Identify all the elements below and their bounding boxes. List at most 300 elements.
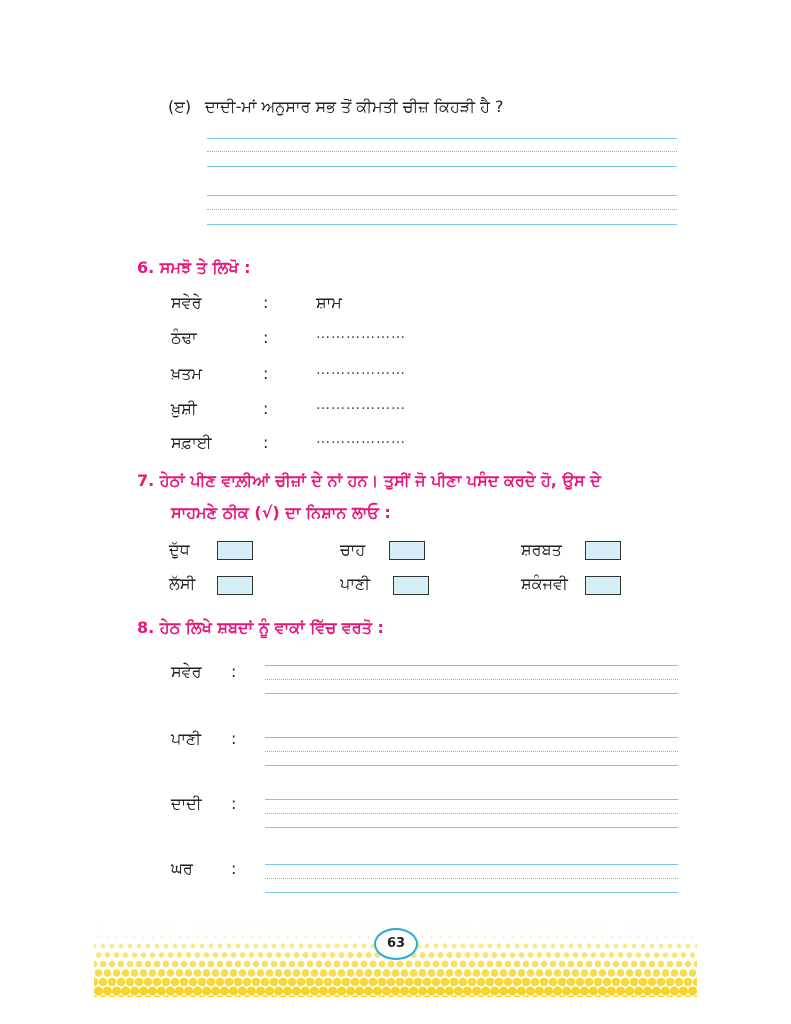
halftone-dot	[431, 995, 440, 997]
halftone-dot	[107, 936, 109, 938]
q6-word: ਖ਼ਤਮ	[171, 364, 202, 383]
halftone-dot	[294, 952, 300, 958]
halftone-dot	[186, 952, 192, 958]
halftone-dot	[377, 995, 386, 997]
halftone-dot	[168, 952, 174, 958]
halftone-dot	[562, 986, 571, 995]
halftone-dot	[116, 995, 125, 997]
halftone-dot	[441, 978, 450, 987]
halftone-dot	[272, 944, 277, 949]
halftone-dot	[453, 927, 455, 929]
halftone-dot	[426, 927, 428, 929]
halftone-dot	[545, 969, 553, 977]
halftone-dot	[282, 927, 283, 928]
halftone-dot	[237, 927, 238, 928]
halftone-dot	[603, 978, 612, 987]
halftone-dot	[365, 969, 373, 977]
halftone-dot	[209, 944, 214, 949]
halftone-dot	[261, 978, 270, 987]
halftone-dot	[387, 960, 394, 967]
halftone-dot	[400, 986, 409, 995]
halftone-dot	[152, 936, 154, 938]
halftone-dot	[240, 952, 246, 958]
halftone-dot	[145, 961, 152, 968]
halftone-dot	[444, 927, 446, 929]
halftone-dot	[696, 927, 697, 928]
halftone-dot	[575, 995, 584, 997]
halftone-dot	[436, 986, 445, 995]
halftone-dot	[539, 995, 548, 997]
halftone-dot	[211, 986, 220, 995]
halftone-dot	[666, 978, 675, 987]
sentence-line	[265, 693, 678, 694]
answer-guide-line	[207, 151, 677, 152]
halftone-dot	[283, 986, 292, 995]
halftone-dot	[554, 969, 562, 977]
halftone-dot	[486, 978, 495, 987]
halftone-dot	[356, 952, 362, 958]
halftone-dot	[303, 952, 309, 958]
halftone-dot	[584, 995, 593, 997]
halftone-dot	[300, 927, 302, 929]
drink-checkbox[interactable]	[217, 541, 253, 560]
drink-checkbox[interactable]	[585, 576, 621, 595]
halftone-dot	[182, 944, 187, 949]
halftone-dot	[604, 961, 611, 968]
halftone-dot	[94, 995, 99, 997]
halftone-dot	[288, 978, 297, 987]
halftone-dot	[415, 961, 422, 968]
halftone-dot	[100, 961, 107, 968]
halftone-dot	[352, 943, 357, 948]
halftone-dot	[213, 952, 219, 958]
halftone-dot	[686, 944, 690, 948]
halftone-dot	[319, 986, 328, 995]
drink-label: ਲੱਸੀ	[169, 574, 196, 593]
halftone-dot	[595, 961, 602, 968]
halftone-dot	[468, 978, 477, 987]
halftone-dot	[278, 995, 287, 997]
halftone-dot	[312, 952, 318, 958]
page-number: 63	[374, 928, 418, 960]
halftone-dot	[123, 952, 129, 958]
halftone-dot	[318, 927, 320, 929]
halftone-dot	[567, 978, 576, 987]
halftone-dot	[108, 978, 117, 987]
halftone-dot	[233, 995, 242, 997]
halftone-dot	[672, 952, 678, 958]
halftone-dot	[243, 978, 252, 987]
halftone-dot	[234, 978, 243, 987]
halftone-dot	[251, 995, 260, 997]
halftone-dot	[687, 927, 688, 928]
halftone-dot	[219, 927, 220, 928]
halftone-dot	[291, 927, 292, 928]
halftone-dot	[650, 944, 655, 949]
halftone-dot	[188, 936, 190, 938]
halftone-dot	[563, 969, 571, 977]
halftone-dot	[533, 944, 538, 949]
halftone-dot	[189, 978, 198, 987]
halftone-dot	[460, 961, 467, 968]
halftone-dot	[215, 936, 217, 938]
halftone-dot	[120, 927, 121, 928]
halftone-dot	[395, 995, 404, 997]
halftone-dot	[508, 986, 517, 995]
halftone-dot	[352, 961, 359, 968]
halftone-dot	[387, 978, 396, 987]
halftone-dot	[302, 969, 310, 977]
halftone-dot	[292, 986, 301, 995]
halftone-dot	[391, 986, 400, 995]
halftone-dot	[439, 936, 441, 938]
halftone-dot	[383, 969, 391, 977]
halftone-dot	[94, 944, 96, 948]
halftone-dot	[192, 927, 193, 928]
halftone-dot	[451, 961, 458, 968]
halftone-dot	[430, 936, 432, 938]
halftone-dot	[424, 943, 429, 948]
halftone-dot	[367, 936, 369, 938]
halftone-dot	[424, 961, 431, 968]
halftone-dot	[692, 936, 694, 938]
halftone-dot	[684, 978, 693, 987]
halftone-dot	[490, 986, 499, 995]
q6-colon: :	[263, 433, 269, 452]
halftone-dot	[138, 927, 139, 928]
halftone-dot	[149, 969, 157, 977]
halftone-dot	[103, 986, 112, 995]
halftone-dot	[347, 969, 355, 977]
halftone-dot	[305, 995, 314, 997]
drink-label: ਸ਼ਰਬਤ	[521, 540, 562, 559]
halftone-dot	[173, 944, 178, 949]
halftone-dot	[95, 969, 103, 977]
halftone-dot	[342, 978, 351, 987]
halftone-dot	[626, 969, 634, 977]
halftone-dot	[184, 986, 193, 995]
halftone-dot	[692, 995, 697, 997]
halftone-dot	[327, 927, 329, 929]
halftone-dot	[587, 944, 592, 949]
halftone-dot	[485, 995, 494, 997]
halftone-dot	[260, 995, 269, 997]
halftone-dot	[255, 927, 256, 928]
halftone-dot	[296, 995, 305, 997]
drink-label: ਸ਼ਕੰਜਵੀ	[521, 574, 568, 593]
halftone-dot	[301, 986, 310, 995]
halftone-dot	[647, 995, 656, 997]
halftone-dot	[141, 952, 147, 958]
halftone-dot	[170, 936, 172, 938]
halftone-dot	[527, 969, 535, 977]
halftone-dot	[442, 961, 449, 968]
halftone-dot	[225, 978, 234, 987]
halftone-dot	[492, 952, 498, 958]
halftone-dot	[265, 986, 274, 995]
halftone-dot	[125, 936, 127, 938]
halftone-dot	[166, 986, 175, 995]
q6-word: ਖ਼ੁਸ਼ੀ	[171, 399, 197, 418]
answer-line	[207, 166, 677, 167]
halftone-dot	[591, 952, 597, 958]
halftone-dot	[167, 969, 175, 977]
halftone-dot	[606, 927, 607, 928]
halftone-dot	[229, 986, 238, 995]
halftone-dot	[479, 944, 484, 949]
q6-answer-blank[interactable]: ………………	[316, 431, 406, 447]
halftone-dot	[514, 961, 521, 968]
halftone-dot	[118, 961, 125, 968]
halftone-dot	[456, 952, 462, 958]
halftone-dot	[510, 952, 516, 958]
halftone-dot	[260, 936, 262, 938]
q6-word: ਸਫ਼ਾਈ	[171, 433, 212, 452]
halftone-dot	[365, 952, 371, 958]
halftone-dot	[599, 969, 607, 977]
halftone-dot	[670, 986, 679, 995]
halftone-dot	[212, 969, 220, 977]
halftone-dot	[306, 978, 315, 987]
halftone-dot	[656, 995, 665, 997]
halftone-dot	[620, 936, 622, 938]
halftone-dot	[633, 927, 634, 928]
halftone-dot	[432, 978, 441, 987]
halftone-dot	[324, 978, 333, 987]
halftone-dot	[119, 944, 124, 949]
halftone-dot	[433, 961, 440, 968]
halftone-dot	[113, 969, 121, 977]
halftone-dot	[238, 986, 247, 995]
halftone-dot	[369, 978, 378, 987]
halftone-dot	[517, 986, 526, 995]
halftone-dot	[315, 978, 324, 987]
halftone-dot	[417, 927, 419, 929]
halftone-dot	[651, 927, 652, 928]
halftone-dot	[266, 969, 274, 977]
halftone-dot	[207, 978, 216, 987]
halftone-dot	[557, 936, 559, 938]
halftone-dot	[624, 927, 625, 928]
halftone-dot	[537, 952, 543, 958]
answer-line	[207, 195, 677, 196]
halftone-dot	[309, 927, 311, 929]
halftone-dot	[667, 961, 674, 968]
halftone-dot	[579, 927, 580, 928]
halftone-dot	[662, 969, 670, 977]
drink-checkbox[interactable]	[217, 576, 253, 595]
halftone-dot	[242, 995, 251, 997]
sentence-guide-line	[265, 878, 678, 879]
halftone-dot	[614, 944, 619, 949]
halftone-dot	[224, 936, 226, 938]
halftone-dot	[557, 995, 566, 997]
halftone-dot	[445, 986, 454, 995]
halftone-dot	[345, 927, 347, 929]
halftone-dot	[165, 927, 166, 928]
halftone-dot	[379, 961, 386, 968]
halftone-dot	[506, 944, 511, 949]
halftone-dot	[466, 936, 468, 938]
halftone-dot	[480, 927, 482, 929]
halftone-dot	[146, 944, 151, 949]
halftone-dot	[669, 927, 670, 928]
halftone-dot	[690, 952, 696, 958]
halftone-dot	[621, 978, 630, 987]
halftone-dot	[314, 995, 323, 997]
drink-label: ਪਾਣੀ	[340, 574, 371, 593]
halftone-dot	[215, 995, 224, 997]
halftone-dot	[408, 927, 410, 929]
halftone-dot	[543, 927, 544, 928]
halftone-dot	[131, 969, 139, 977]
halftone-dot	[279, 978, 288, 987]
halftone-dot	[519, 952, 525, 958]
halftone-dot	[513, 978, 522, 987]
halftone-dot	[683, 936, 685, 938]
halftone-dot	[674, 936, 676, 938]
q6-answer-blank[interactable]: ………………	[316, 326, 406, 342]
halftone-dot	[658, 961, 665, 968]
halftone-dot	[589, 986, 598, 995]
halftone-dot	[341, 995, 350, 997]
halftone-dot	[156, 927, 157, 928]
halftone-dot	[450, 978, 459, 987]
halftone-dot	[401, 969, 409, 977]
halftone-dot	[410, 969, 418, 977]
halftone-dot	[263, 944, 268, 949]
q8-word: ਸਵੇਰ	[171, 662, 202, 681]
halftone-dot	[137, 944, 142, 949]
halftone-dot	[608, 969, 616, 977]
halftone-dot	[471, 927, 473, 929]
halftone-dot	[668, 944, 673, 949]
drink-checkbox[interactable]	[393, 576, 429, 595]
halftone-dot	[642, 927, 643, 928]
halftone-dot	[607, 986, 616, 995]
q7-heading: 7. ਹੇਠਾਂ ਪੀਣ ਵਾਲ਼ੀਆਂ ਚੀਜ਼ਾਂ ਦੇ ਨਾਂ ਹਨ। ਤੁਸੀਂ ਜੋ ਪੀਣਾ ਪਸੰਦ ਕਰਦੇ ਹੋ, ਉਸ ਦੇ	[137, 471, 601, 490]
halftone-dot	[548, 995, 557, 997]
q8-word: ਦਾਦੀ	[171, 794, 202, 813]
halftone-dot	[573, 952, 579, 958]
halftone-dot	[525, 927, 526, 928]
halftone-dot	[287, 995, 296, 997]
sentence-line	[265, 864, 678, 865]
halftone-dot	[221, 969, 229, 977]
halftone-dot	[496, 961, 503, 968]
halftone-dot	[695, 944, 697, 948]
halftone-dot	[110, 944, 114, 948]
sentence-line	[265, 892, 678, 893]
halftone-dot	[501, 952, 507, 958]
halftone-dot	[180, 978, 189, 987]
halftone-dot	[602, 936, 604, 938]
halftone-dot	[561, 927, 562, 928]
halftone-dot	[134, 936, 136, 938]
halftone-dot	[534, 927, 535, 928]
halftone-dot	[313, 936, 315, 938]
halftone-dot	[482, 969, 490, 977]
halftone-dot	[128, 944, 133, 949]
halftone-dot	[458, 995, 467, 997]
halftone-dot	[640, 961, 647, 968]
drink-checkbox[interactable]	[389, 541, 425, 560]
question-marker: (ੲ)	[168, 97, 192, 116]
halftone-dot	[638, 995, 647, 997]
halftone-dot	[183, 927, 184, 928]
halftone-dot	[201, 927, 202, 928]
halftone-dot	[216, 978, 225, 987]
q8-heading: 8. ਹੇਠ ਲਿਖੇ ਸ਼ਬਦਾਂ ਨੂੰ ਵਾਕਾਂ ਵਿੱਚ ਵਰਤੋ :	[137, 618, 384, 637]
halftone-dot	[577, 961, 584, 968]
halftone-dot	[625, 986, 634, 995]
halftone-dot	[665, 995, 674, 997]
halftone-dot	[104, 969, 112, 977]
halftone-dot	[438, 952, 444, 958]
drink-checkbox[interactable]	[585, 541, 621, 560]
q6-answer-blank[interactable]: ………………	[316, 397, 406, 413]
halftone-dot	[248, 969, 256, 977]
halftone-dot	[117, 978, 126, 987]
halftone-dot	[473, 969, 481, 977]
halftone-dot	[487, 961, 494, 968]
halftone-dot	[560, 944, 565, 949]
halftone-dot	[143, 995, 152, 997]
halftone-dot	[681, 952, 687, 958]
halftone-dot	[206, 936, 208, 938]
halftone-dot	[396, 960, 403, 967]
halftone-dot	[157, 986, 166, 995]
halftone-dot	[657, 978, 666, 987]
halftone-dot	[239, 969, 247, 977]
halftone-dot	[541, 961, 548, 968]
halftone-dot	[419, 952, 425, 958]
halftone-dot	[578, 944, 583, 949]
halftone-dot	[613, 961, 620, 968]
halftone-dot	[199, 961, 206, 968]
question-text: ਦਾਦੀ-ਮਾਂ ਅਨੁਸਾਰ ਸਭ ਤੋਂ ਕੀਮਤੀ ਚੀਜ਼ ਕਿਹੜੀ ਹੈ ?	[205, 97, 504, 116]
halftone-dot	[101, 944, 105, 948]
halftone-dot	[558, 978, 567, 987]
halftone-dot	[609, 952, 615, 958]
halftone-dot	[549, 978, 558, 987]
halftone-dot	[660, 927, 661, 928]
halftone-dot	[678, 927, 679, 928]
halftone-dot	[694, 961, 697, 968]
halftone-dot	[235, 961, 242, 968]
sentence-line	[265, 737, 678, 738]
sentence-line	[265, 765, 678, 766]
q8-word: ਘਰ	[171, 859, 193, 878]
halftone-dot	[509, 969, 517, 977]
halftone-dot	[220, 986, 229, 995]
halftone-dot	[419, 969, 427, 977]
halftone-dot	[570, 927, 571, 928]
halftone-dot	[94, 978, 98, 987]
q6-answer-blank[interactable]: ………………	[316, 362, 406, 378]
halftone-dot	[361, 943, 366, 948]
halftone-dot	[355, 986, 364, 995]
halftone-dot	[94, 927, 95, 928]
halftone-dot	[594, 978, 603, 987]
halftone-dot	[179, 995, 188, 997]
halftone-dot	[381, 927, 383, 929]
halftone-dot	[392, 969, 400, 977]
halftone-dot	[539, 936, 541, 938]
halftone-dot	[218, 944, 223, 949]
halftone-dot	[102, 927, 103, 928]
halftone-dot	[174, 927, 175, 928]
